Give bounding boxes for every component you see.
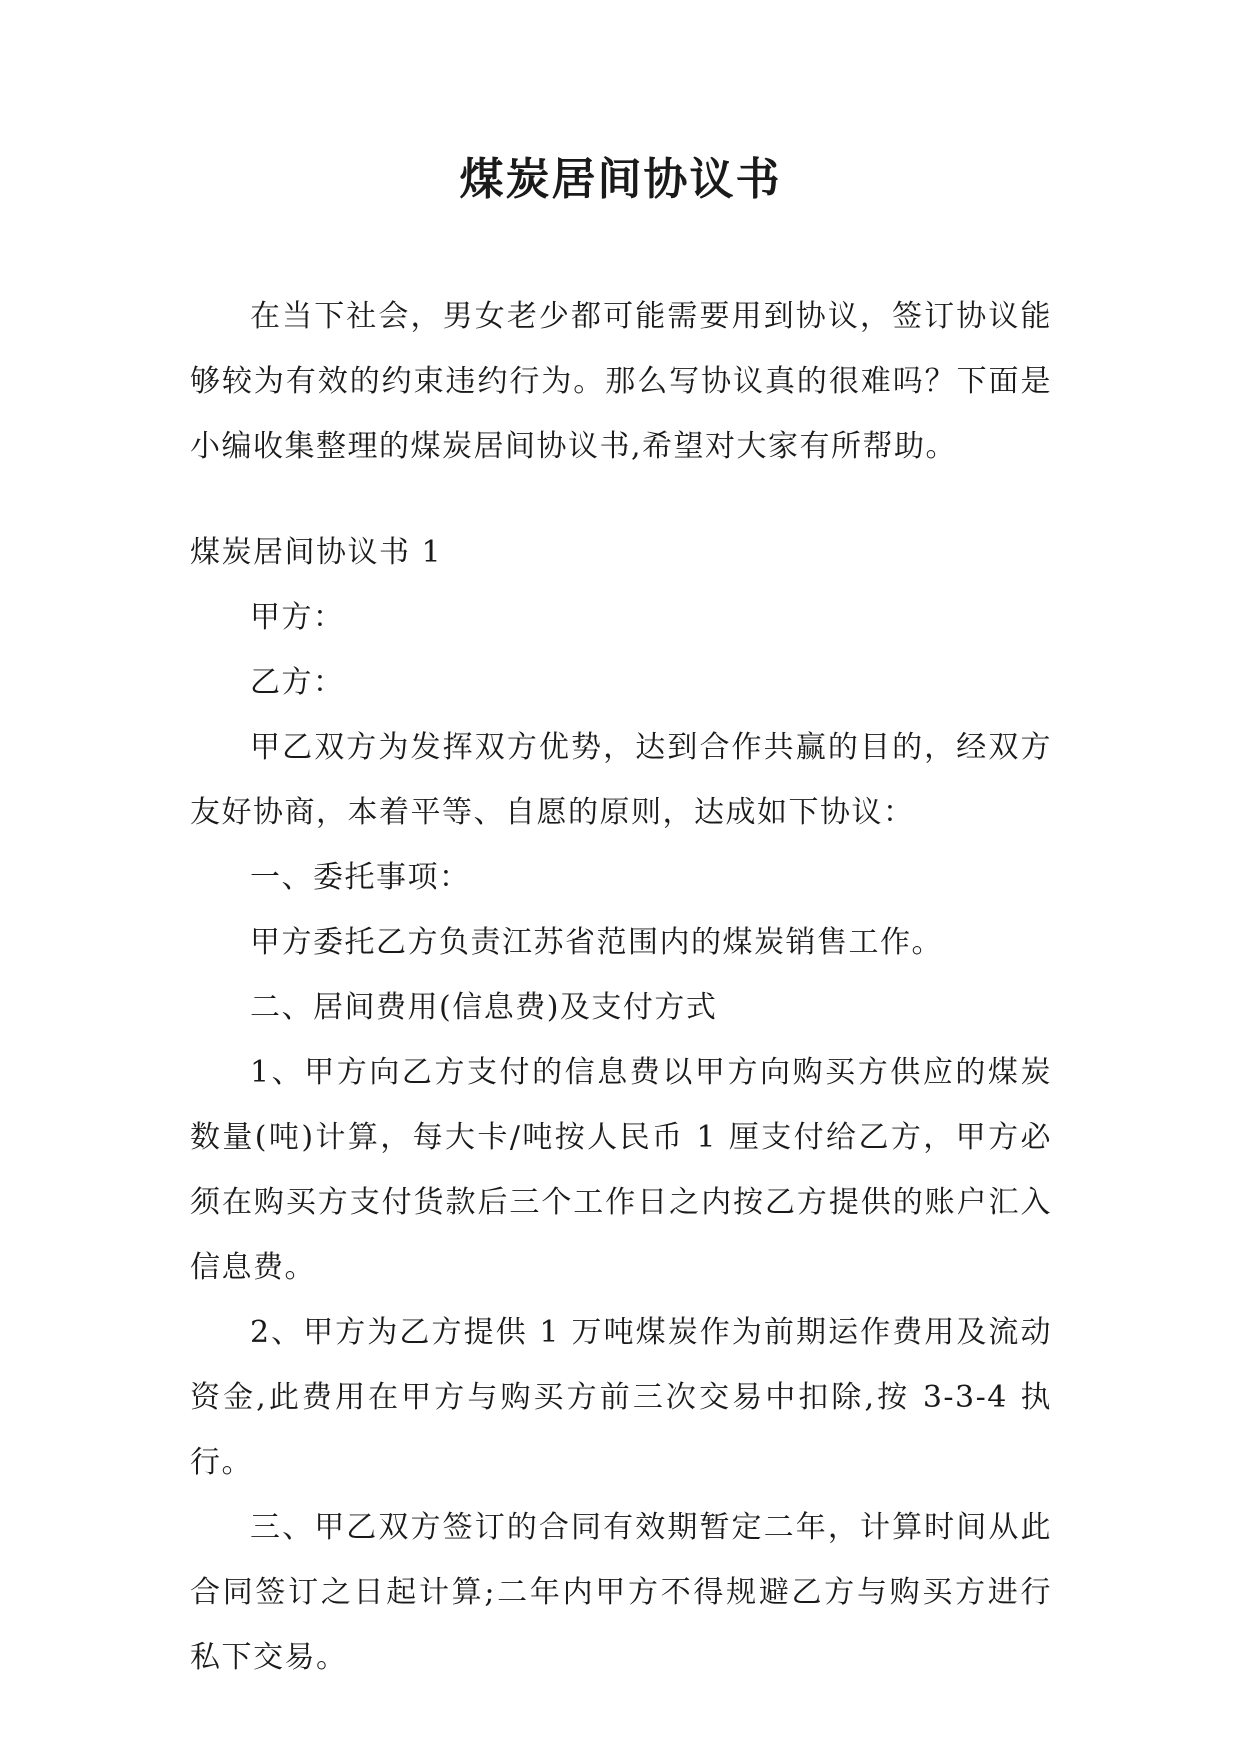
clause-heading-entrustment: 一、委托事项： [250,860,471,895]
intro-paragraph: 在当下社会，男女老少都可能需要用到协议，签订协议能够较为有效的约束违约行为。那么写协议真的很难吗？下面是小编收集整理的煤炭居间协议书,希望对大家有所帮助。 [190,299,1052,464]
clause-heading-fees: 二、居间费用(信息费)及支付方式 [250,990,718,1025]
section-heading: 煤炭居间协议书 1 [190,535,443,570]
agreement-section [190,520,1052,1690]
clause-fee-item-1: 1、甲方向乙方支付的信息费以甲方向购买方供应的煤炭数量(吨)计算，每大卡/吨按人民币 1 厘支付给乙方，甲方必须在购买方支付货款后三个工作日之内按乙方提供的账户汇入信息费。 [190,1055,1052,1285]
clause-entrustment-text: 甲方委托乙方负责江苏省范围内的煤炭销售工作。 [250,925,943,960]
intro-block [190,284,1052,479]
document-title: 煤炭居间协议书 [459,154,782,205]
party-a-line: 甲方： [250,600,345,635]
preamble-paragraph: 甲乙双方为发挥双方优势，达到合作共赢的目的，经双方友好协商，本着平等、自愿的原则，达成如下协议： [190,730,1052,830]
clause-validity: 三、甲乙双方签订的合同有效期暂定二年，计算时间从此合同签订之日起计算;二年内甲方不得规避乙方与购买方进行私下交易。 [190,1510,1052,1675]
party-b-line: 乙方： [250,665,345,700]
clause-fee-item-2: 2、甲方为乙方提供 1 万吨煤炭作为前期运作费用及流动资金,此费用在甲方与购买方前三次交易中扣除,按 3-3-4 执行。 [190,1315,1052,1480]
